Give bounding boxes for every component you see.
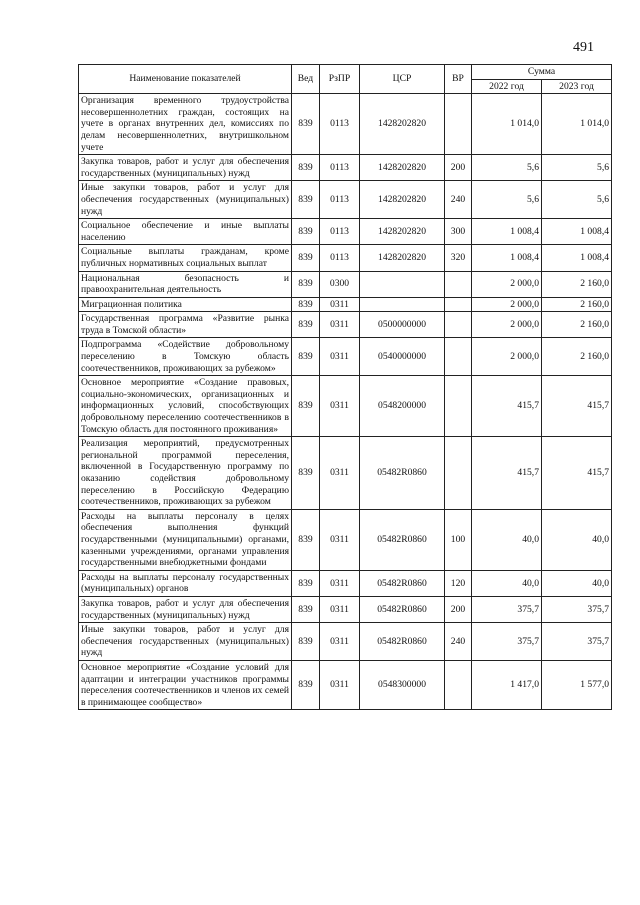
row-sum-2023: 40,0 — [542, 570, 612, 596]
row-name: Подпрограмма «Содействие добровольному переселению в Томскую область соотечественников, проживающих за рубежом» — [79, 338, 292, 376]
row-name: Расходы на выплаты персоналу в целях обеспечения выполнения функций государственными (муниципальными) органами, казенными учреждениями, органами управления государственными внебюджетными фондами — [79, 509, 292, 570]
row-csr: 1428202820 — [360, 181, 445, 219]
row-sum-2023: 375,7 — [542, 596, 612, 622]
row-rzpr: 0113 — [320, 245, 360, 271]
row-vr: 300 — [445, 219, 472, 245]
row-ved: 839 — [292, 312, 320, 338]
row-sum-2022: 5,6 — [472, 181, 542, 219]
row-sum-2023: 415,7 — [542, 376, 612, 437]
row-sum-2022: 1 008,4 — [472, 245, 542, 271]
row-sum-2023: 40,0 — [542, 509, 612, 570]
table-row — [79, 271, 612, 297]
table-body — [79, 94, 612, 710]
row-name: Иные закупки товаров, работ и услуг для обеспечения государственных (муниципальных) нужд — [79, 623, 292, 661]
row-sum-2022: 5,6 — [472, 155, 542, 181]
row-ved: 839 — [292, 376, 320, 437]
row-sum-2022: 375,7 — [472, 623, 542, 661]
row-rzpr: 0311 — [320, 376, 360, 437]
table-row — [79, 297, 612, 312]
row-rzpr: 0311 — [320, 509, 360, 570]
row-csr: 05482R0860 — [360, 437, 445, 510]
table-row — [79, 338, 612, 376]
row-ved: 839 — [292, 660, 320, 709]
row-ved: 839 — [292, 271, 320, 297]
table-row — [79, 312, 612, 338]
row-sum-2022: 2 000,0 — [472, 338, 542, 376]
row-rzpr: 0311 — [320, 596, 360, 622]
row-csr: 1428202820 — [360, 94, 445, 155]
row-name: Расходы на выплаты персоналу государственных (муниципальных) органов — [79, 570, 292, 596]
row-rzpr: 0311 — [320, 623, 360, 661]
row-name: Основное мероприятие «Создание правовых, социально-экономических, организационных и информационных условий, способствующих добровольному переселению соотечественников в Томскую область для постоянного проживания» — [79, 376, 292, 437]
row-csr: 0548200000 — [360, 376, 445, 437]
row-vr: 120 — [445, 570, 472, 596]
row-sum-2023: 2 160,0 — [542, 312, 612, 338]
row-vr: 100 — [445, 509, 472, 570]
row-rzpr: 0311 — [320, 312, 360, 338]
row-csr: 0540000000 — [360, 338, 445, 376]
header-vr: ВР — [445, 65, 472, 94]
row-sum-2022: 40,0 — [472, 509, 542, 570]
row-name: Социальное обеспечение и иные выплаты населению — [79, 219, 292, 245]
row-vr — [445, 660, 472, 709]
header-ved: Вед — [292, 65, 320, 94]
row-csr: 05482R0860 — [360, 509, 445, 570]
row-ved: 839 — [292, 338, 320, 376]
page-number: 491 — [573, 40, 594, 55]
row-vr — [445, 437, 472, 510]
row-csr: 1428202820 — [360, 245, 445, 271]
row-ved: 839 — [292, 437, 320, 510]
row-csr: 0548300000 — [360, 660, 445, 709]
table-row — [79, 596, 612, 622]
row-sum-2022: 2 000,0 — [472, 312, 542, 338]
row-rzpr: 0300 — [320, 271, 360, 297]
row-csr: 1428202820 — [360, 155, 445, 181]
table-header — [79, 65, 612, 94]
row-sum-2022: 1 008,4 — [472, 219, 542, 245]
table-row — [79, 660, 612, 709]
row-sum-2022: 415,7 — [472, 376, 542, 437]
header-2022: 2022 год — [472, 79, 542, 94]
table-row — [79, 181, 612, 219]
row-sum-2022: 2 000,0 — [472, 271, 542, 297]
row-name: Национальная безопасность и правоохранительная деятельность — [79, 271, 292, 297]
row-sum-2022: 1 417,0 — [472, 660, 542, 709]
row-rzpr: 0113 — [320, 155, 360, 181]
budget-table — [78, 64, 612, 710]
table-row — [79, 219, 612, 245]
row-ved: 839 — [292, 509, 320, 570]
table-row — [79, 509, 612, 570]
row-csr: 0500000000 — [360, 312, 445, 338]
row-sum-2023: 1 014,0 — [542, 94, 612, 155]
row-csr — [360, 297, 445, 312]
row-sum-2022: 415,7 — [472, 437, 542, 510]
row-name: Закупка товаров, работ и услуг для обеспечения государственных (муниципальных) нужд — [79, 155, 292, 181]
row-ved: 839 — [292, 219, 320, 245]
row-rzpr: 0311 — [320, 297, 360, 312]
row-name: Закупка товаров, работ и услуг для обеспечения государственных (муниципальных) нужд — [79, 596, 292, 622]
row-sum-2022: 1 014,0 — [472, 94, 542, 155]
row-ved: 839 — [292, 155, 320, 181]
header-sum: Сумма — [472, 65, 612, 80]
row-sum-2023: 5,6 — [542, 181, 612, 219]
table-row — [79, 437, 612, 510]
row-sum-2023: 2 160,0 — [542, 338, 612, 376]
row-ved: 839 — [292, 94, 320, 155]
row-ved: 839 — [292, 570, 320, 596]
row-vr: 200 — [445, 155, 472, 181]
row-rzpr: 0311 — [320, 570, 360, 596]
row-vr: 200 — [445, 596, 472, 622]
row-ved: 839 — [292, 181, 320, 219]
row-ved: 839 — [292, 245, 320, 271]
row-csr: 05482R0860 — [360, 570, 445, 596]
row-vr: 320 — [445, 245, 472, 271]
table-row — [79, 623, 612, 661]
row-csr: 05482R0860 — [360, 623, 445, 661]
row-vr: 240 — [445, 623, 472, 661]
row-name: Организация временного трудоустройства несовершеннолетних граждан, состоящих на учете в органах внутренних дел, комиссиях по делам несовершеннолетних, внутришкольном учете — [79, 94, 292, 155]
row-ved: 839 — [292, 596, 320, 622]
row-vr — [445, 338, 472, 376]
row-ved: 839 — [292, 297, 320, 312]
row-name: Реализация мероприятий, предусмотренных региональной программой переселения, включенной в Государственную программу по оказанию содействия добровольному переселению в Российскую Федерацию соотечественников, проживающих за рубежом — [79, 437, 292, 510]
row-name: Миграционная политика — [79, 297, 292, 312]
table-row — [79, 155, 612, 181]
row-sum-2023: 375,7 — [542, 623, 612, 661]
row-sum-2022: 2 000,0 — [472, 297, 542, 312]
row-csr — [360, 271, 445, 297]
row-ved: 839 — [292, 623, 320, 661]
header-name: Наименование показателей — [79, 65, 292, 94]
row-rzpr: 0113 — [320, 219, 360, 245]
row-vr: 240 — [445, 181, 472, 219]
row-vr — [445, 94, 472, 155]
row-sum-2022: 375,7 — [472, 596, 542, 622]
row-name: Иные закупки товаров, работ и услуг для обеспечения государственных (муниципальных) нужд — [79, 181, 292, 219]
row-vr — [445, 271, 472, 297]
table-row — [79, 570, 612, 596]
row-vr — [445, 312, 472, 338]
header-rzpr: РзПР — [320, 65, 360, 94]
row-sum-2023: 1 008,4 — [542, 245, 612, 271]
row-sum-2023: 2 160,0 — [542, 297, 612, 312]
row-vr — [445, 376, 472, 437]
row-rzpr: 0113 — [320, 94, 360, 155]
row-rzpr: 0311 — [320, 338, 360, 376]
row-rzpr: 0311 — [320, 660, 360, 709]
row-rzpr: 0311 — [320, 437, 360, 510]
table-row — [79, 376, 612, 437]
row-name: Государственная программа «Развитие рынка труда в Томской области» — [79, 312, 292, 338]
row-name: Социальные выплаты гражданам, кроме публичных нормативных социальных выплат — [79, 245, 292, 271]
row-sum-2023: 5,6 — [542, 155, 612, 181]
row-csr: 1428202820 — [360, 219, 445, 245]
row-vr — [445, 297, 472, 312]
table-row — [79, 245, 612, 271]
row-sum-2022: 40,0 — [472, 570, 542, 596]
row-sum-2023: 2 160,0 — [542, 271, 612, 297]
row-csr: 05482R0860 — [360, 596, 445, 622]
row-rzpr: 0113 — [320, 181, 360, 219]
row-name: Основное мероприятие «Создание условий для адаптации и интеграции участников программы переселения соотечественников и членов их семей в принимающее сообщество» — [79, 660, 292, 709]
row-sum-2023: 1 008,4 — [542, 219, 612, 245]
row-sum-2023: 1 577,0 — [542, 660, 612, 709]
row-sum-2023: 415,7 — [542, 437, 612, 510]
header-csr: ЦСР — [360, 65, 445, 94]
header-2023: 2023 год — [542, 79, 612, 94]
table-row — [79, 94, 612, 155]
